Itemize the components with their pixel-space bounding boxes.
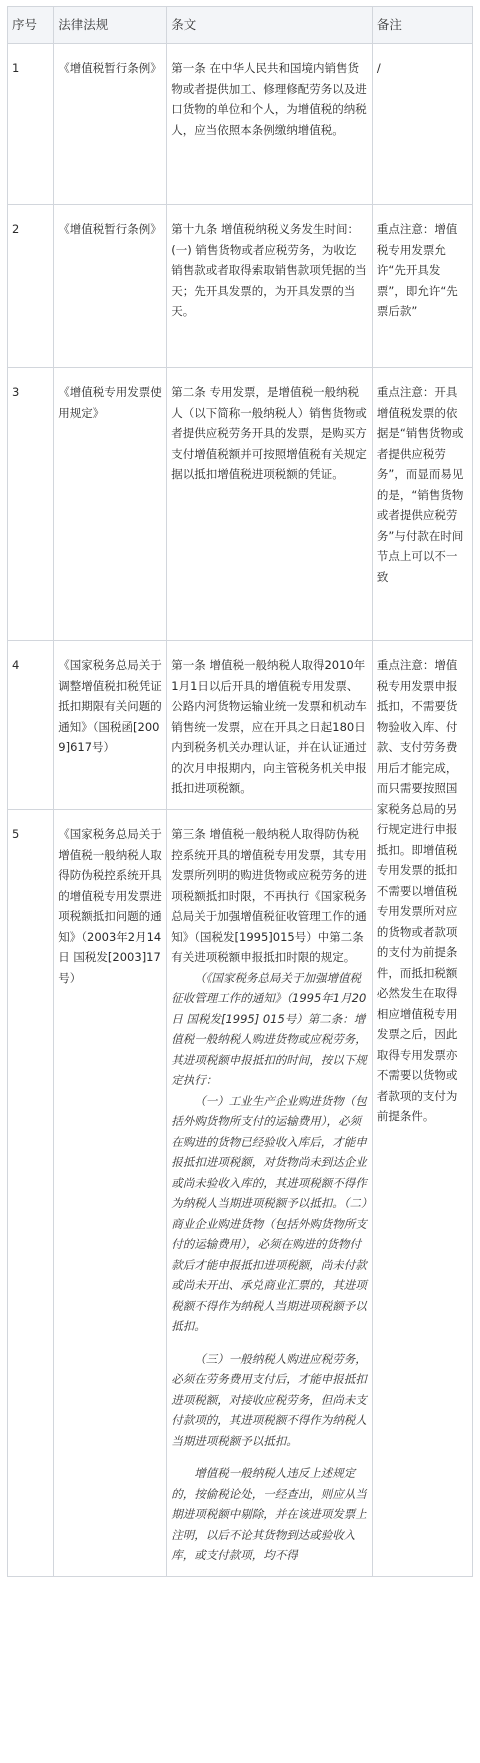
header-row [8, 7, 473, 44]
cell-law: 《增值税暂行条例》 [54, 205, 167, 368]
cell-law: 《国家税务总局关于增值税一般纳税人取得防伪税控系统开具的增值税专用发票进项税额抵扣问题的通知》（2003年2月14日 国税发[2003]17号） [54, 810, 167, 1577]
header-law: 法律法规 [54, 7, 167, 44]
article-text: 第三条 增值税一般纳税人取得防伪税控系统开具的增值税专用发票，其专用发票所列明的购进货物或应税劳务的进项税额抵扣时限，不再执行《国家税务总局关于加强增值税征收管理工作的通知》（国税发[1995]015号）中第二条有关进项税额申报抵扣时限的规定。 [171, 827, 367, 964]
table-row [8, 44, 473, 205]
cell-note: / [372, 44, 472, 205]
cell-article: 第一条 在中华人民共和国境内销售货物或者提供加工、修理修配劳务以及进口货物的单位和个人，为增值税的纳税人，应当依照本条例缴纳增值税。 [167, 44, 373, 205]
table-row [8, 368, 473, 641]
table-row [8, 205, 473, 368]
cell-no: 3 [8, 368, 54, 641]
cell-article [167, 810, 373, 1577]
cell-note: 重点注意：开具增值税发票的依据是“销售货物或者提供应税劳务”，而显而易见的是，“销售货物或者提供应税劳务”与付款在时间节点上可以不一致 [372, 368, 472, 641]
table-row [8, 641, 473, 810]
cell-no: 5 [8, 810, 54, 1577]
header-article: 条文 [167, 7, 373, 44]
cell-no: 2 [8, 205, 54, 368]
cell-law: 《增值税暂行条例》 [54, 44, 167, 205]
quote-paragraph: （三）一般纳税人购进应税劳务，必须在劳务费用支付后，才能申报抵扣进项税额，对接收应税劳务，但尚未支付款项的，其进项税额不得作为纳税人当期进项税额予以抵扣。 [171, 1351, 367, 1448]
cell-note-merged: 重点注意：增值税专用发票申报抵扣，不需要货物验收入库、付款、支付劳务费用后才能完成，而只需要按照国家税务总局的另行规定进行申报抵扣。即增值税专用发票的抵扣不需要以增值税专用发票所对应的货物或者款项的支付为前提条件，而抵扣税额必然发生在取得相应增值税专用发票之后，因此取得专用发票亦不需要以货物或者款项的支付为前提条件。 [372, 641, 472, 1577]
cell-law: 《增值税专用发票使用规定》 [54, 368, 167, 641]
header-note: 备注 [372, 7, 472, 44]
quote-title: （《国家税务总局关于加强增值税征收管理工作的通知》（1995年1月20日 国税发[1995] 015号）第二条：增值税一般纳税人购进货物或应税劳务，其进项税额申报抵扣的时间，按以下规定执行： [171, 970, 367, 1087]
law-table [7, 6, 473, 1577]
header-no: 序号 [8, 7, 54, 44]
quote-paragraph: （一）工业生产企业购进货物（包括外购货物所支付的运输费用），必须在购进的货物已经验收入库后，才能申报抵扣进项税额，对货物尚未到达企业或尚未验收入库的，其进项税额不得作为纳税人当期进项税额予以抵扣。（二）商业企业购进货物（包括外购货物所支付的运输费用），必须在购进的货物付款后才能申报抵扣进项税额，尚未付款或尚未开出、承兑商业汇票的，其进项税额不得作为纳税人当期进项税额予以抵扣。 [171, 1093, 367, 1333]
cell-article: 第十九条 增值税纳税义务发生时间：(一) 销售货物或者应税劳务，为收讫销售款或者取得索取销售款项凭据的当天；先开具发票的，为开具发票的当天。 [167, 205, 373, 368]
cell-article: 第一条 增值税一般纳税人取得2010年1月1日以后开具的增值税专用发票、公路内河货物运输业统一发票和机动车销售统一发票，应在开具之日起180日内到税务机关办理认证，并在认证通过的次月申报期内，向主管税务机关申报抵扣进项税额。 [167, 641, 373, 810]
quoted-regulation [171, 968, 368, 1566]
cell-article: 第二条 专用发票，是增值税一般纳税人（以下简称一般纳税人）销售货物或者提供应税劳务开具的发票，是购买方支付增值税额并可按照增值税有关规定据以抵扣增值税进项税额的凭证。 [167, 368, 373, 641]
cell-note: 重点注意：增值税专用发票允许“先开具发票”，即允许“先票后款” [372, 205, 472, 368]
cell-law: 《国家税务总局关于调整增值税扣税凭证抵扣期限有关问题的通知》（国税函[2009]617号） [54, 641, 167, 810]
cell-no: 4 [8, 641, 54, 810]
cell-no: 1 [8, 44, 54, 205]
quote-paragraph: 增值税一般纳税人违反上述规定的，按偷税论处，一经查出，则应从当期进项税额中剔除，并在该进项发票上注明，以后不论其货物到达或验收入库，或支付款项，均不得 [171, 1466, 367, 1562]
